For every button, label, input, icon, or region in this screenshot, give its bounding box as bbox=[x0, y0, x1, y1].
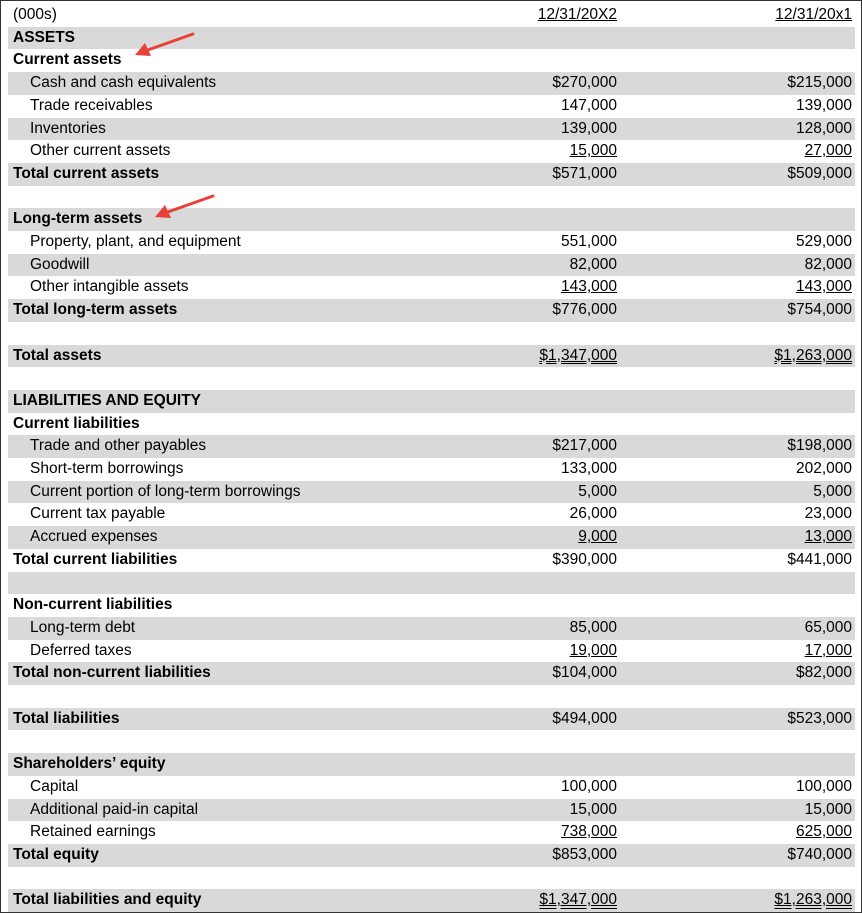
statement-row bbox=[8, 708, 855, 731]
value-20x1: $1,263,000 bbox=[774, 891, 852, 909]
statement-row bbox=[8, 640, 855, 663]
value-20x1: $523,000 bbox=[787, 709, 852, 727]
row-label: Other current assets bbox=[30, 142, 171, 160]
column-header-20x2: 12/31/20X2 bbox=[537, 6, 617, 23]
row-label: Long-term assets bbox=[13, 210, 143, 228]
row-label: Property, plant, and equipment bbox=[30, 233, 241, 250]
value-20x2: 5,000 bbox=[578, 482, 617, 500]
arrow-annotation-long-term-assets bbox=[149, 191, 219, 221]
value-20x2: 19,000 bbox=[569, 641, 617, 659]
value-20x2: 15,000 bbox=[569, 800, 617, 818]
row-label: Current portion of long-term borrowings bbox=[30, 482, 301, 500]
value-20x2: 100,000 bbox=[560, 777, 617, 795]
value-20x1: $509,000 bbox=[787, 164, 852, 182]
value-20x2: 85,000 bbox=[569, 618, 617, 636]
spacer-row bbox=[8, 186, 855, 209]
value-20x2: $776,000 bbox=[552, 301, 617, 319]
value-20x2: 139,000 bbox=[560, 119, 617, 137]
statement-row bbox=[8, 799, 855, 822]
row-label: Trade and other payables bbox=[30, 437, 207, 455]
statement-row bbox=[8, 276, 855, 299]
statement-row bbox=[8, 889, 855, 912]
statement-row bbox=[8, 140, 855, 163]
value-20x1: 100,000 bbox=[795, 777, 852, 795]
value-20x1: 23,000 bbox=[804, 505, 852, 523]
value-20x2: 82,000 bbox=[569, 255, 617, 273]
value-20x1: 17,000 bbox=[804, 641, 852, 659]
statement-row bbox=[8, 776, 855, 799]
value-20x1: 82,000 bbox=[804, 255, 852, 273]
statement-row bbox=[8, 163, 855, 186]
statement-row bbox=[8, 254, 855, 277]
column-header-20x1: 12/31/20x1 bbox=[775, 6, 852, 23]
value-20x2: 738,000 bbox=[560, 823, 617, 841]
statement-row bbox=[8, 413, 855, 436]
row-label: Deferred taxes bbox=[30, 641, 132, 659]
row-label: Total liabilities bbox=[13, 709, 120, 727]
row-label: Total equity bbox=[13, 845, 99, 863]
value-20x2: $217,000 bbox=[552, 437, 617, 455]
row-label: Current liabilities bbox=[13, 414, 140, 432]
value-20x1: $754,000 bbox=[787, 301, 852, 319]
spacer-row bbox=[8, 730, 855, 753]
row-label: Total current assets bbox=[13, 164, 160, 182]
row-label: Capital bbox=[30, 777, 79, 795]
row-label: Shareholders’ equity bbox=[13, 755, 166, 773]
value-20x1: 143,000 bbox=[795, 278, 852, 296]
statement-row bbox=[8, 617, 855, 640]
statement-row bbox=[8, 345, 855, 368]
value-20x2: 9,000 bbox=[578, 528, 617, 546]
row-label: Total liabilities and equity bbox=[13, 891, 202, 909]
row-label: Trade receivables bbox=[30, 96, 153, 114]
value-20x1: 65,000 bbox=[804, 618, 852, 636]
value-20x1: $740,000 bbox=[787, 845, 852, 863]
row-label: Accrued expenses bbox=[30, 528, 158, 546]
spacer-row bbox=[8, 572, 855, 595]
row-label: Total assets bbox=[13, 346, 102, 364]
value-20x2: $270,000 bbox=[552, 74, 617, 92]
statement-row bbox=[8, 435, 855, 458]
statement-row bbox=[8, 821, 855, 844]
statement-row bbox=[8, 390, 855, 413]
row-label: Long-term debt bbox=[30, 618, 136, 636]
statement-row bbox=[8, 208, 855, 231]
statement-row bbox=[8, 299, 855, 322]
spacer-row bbox=[8, 685, 855, 708]
value-20x1: $82,000 bbox=[795, 664, 852, 682]
value-20x1: $198,000 bbox=[787, 437, 852, 455]
statement-row bbox=[8, 662, 855, 685]
statement-row bbox=[8, 526, 855, 549]
value-20x1: $215,000 bbox=[787, 74, 852, 92]
row-label: Retained earnings bbox=[30, 823, 156, 841]
row-label: Additional paid-in capital bbox=[30, 800, 199, 818]
value-20x2: 26,000 bbox=[569, 505, 617, 523]
value-20x2: $571,000 bbox=[552, 164, 617, 182]
value-20x2: 143,000 bbox=[560, 278, 617, 296]
value-20x1: 5,000 bbox=[813, 482, 852, 500]
arrow-annotation-current-assets bbox=[129, 29, 199, 59]
header-row bbox=[8, 4, 855, 27]
row-label: Total long-term assets bbox=[13, 301, 178, 319]
value-20x2: $853,000 bbox=[552, 845, 617, 863]
row-label: LIABILITIES AND EQUITY bbox=[13, 391, 202, 409]
statement-row bbox=[8, 95, 855, 118]
value-20x1: 128,000 bbox=[795, 119, 852, 137]
value-20x2: 551,000 bbox=[560, 233, 617, 250]
statement-row bbox=[8, 753, 855, 776]
row-label: Non-current liabilities bbox=[13, 596, 173, 614]
row-label: Total non-current liabilities bbox=[13, 664, 211, 682]
spacer-row bbox=[8, 367, 855, 390]
value-20x1: $1,263,000 bbox=[774, 346, 852, 364]
value-20x1: 15,000 bbox=[804, 800, 852, 818]
value-20x1: $441,000 bbox=[787, 550, 852, 568]
statement-row bbox=[8, 594, 855, 617]
row-label: Short-term borrowings bbox=[30, 460, 184, 477]
value-20x1: 139,000 bbox=[795, 96, 852, 114]
row-label: Total current liabilities bbox=[13, 550, 178, 568]
statement-row bbox=[8, 549, 855, 572]
statement-row bbox=[8, 118, 855, 141]
value-20x1: 529,000 bbox=[795, 233, 852, 250]
spacer-row bbox=[8, 867, 855, 890]
value-20x2: $104,000 bbox=[552, 664, 617, 682]
value-20x2: $390,000 bbox=[552, 550, 617, 568]
statement-row bbox=[8, 231, 855, 254]
spacer-row bbox=[8, 322, 855, 345]
row-label: Goodwill bbox=[30, 255, 90, 273]
statement-row bbox=[8, 481, 855, 504]
statement-row bbox=[8, 844, 855, 867]
value-20x2: 147,000 bbox=[560, 96, 617, 114]
row-label: Cash and cash equivalents bbox=[30, 74, 217, 92]
row-label: ASSETS bbox=[13, 28, 76, 46]
statement-row bbox=[8, 458, 855, 481]
row-label: Current assets bbox=[13, 51, 122, 69]
value-20x2: 133,000 bbox=[560, 460, 617, 477]
statement-row bbox=[8, 72, 855, 95]
value-20x2: $494,000 bbox=[552, 709, 617, 727]
value-20x1: 27,000 bbox=[804, 142, 852, 160]
row-label: Inventories bbox=[30, 119, 106, 137]
value-20x1: 625,000 bbox=[795, 823, 852, 841]
value-20x1: 202,000 bbox=[795, 460, 852, 477]
value-20x1: 13,000 bbox=[804, 528, 852, 546]
value-20x2: $1,347,000 bbox=[539, 346, 617, 364]
units-label: (000s) bbox=[13, 6, 57, 23]
row-label: Other intangible assets bbox=[30, 278, 189, 296]
row-label: Current tax payable bbox=[30, 505, 166, 523]
statement-row bbox=[8, 503, 855, 526]
value-20x2: $1,347,000 bbox=[539, 891, 617, 909]
value-20x2: 15,000 bbox=[569, 142, 617, 160]
